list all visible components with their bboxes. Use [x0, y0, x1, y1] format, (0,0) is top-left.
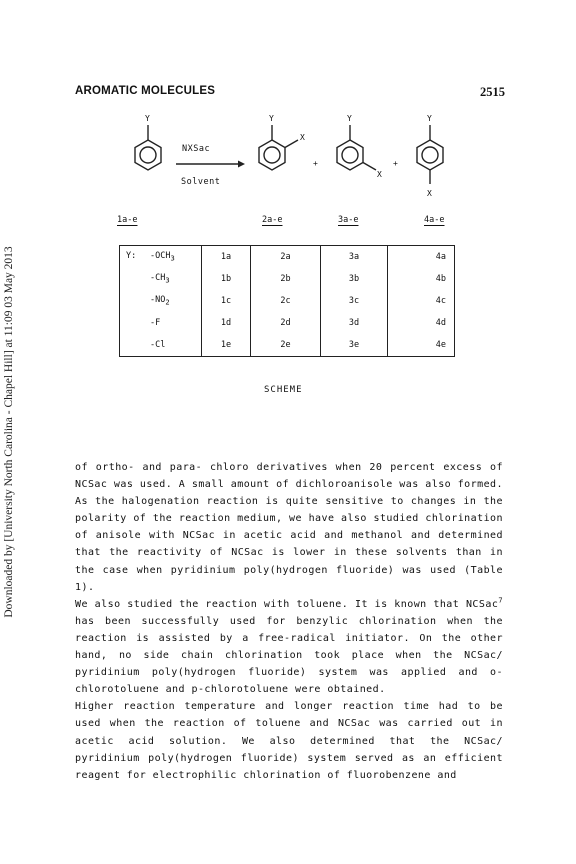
compound-cell: 3b [321, 268, 388, 290]
table-row [120, 290, 455, 312]
benzene-ring-3 [337, 140, 363, 170]
compound-cell: 2e [251, 334, 321, 357]
y-prefix: Y: [126, 251, 137, 262]
compound-cell: 4e [388, 334, 455, 357]
compound-cell: 3d [321, 312, 388, 334]
compound-cell: 4c [388, 290, 455, 312]
plus-sign-1: + [313, 159, 318, 168]
benzene-ring-1 [135, 140, 161, 170]
table-row [120, 334, 455, 357]
compound-label-2: 2a-e [262, 215, 283, 225]
reference-superscript: 7 [498, 596, 503, 605]
compound-cell: 1b [202, 268, 251, 290]
benzene-ring-4 [417, 140, 443, 170]
table-row [120, 268, 455, 290]
y-label-2: Y [269, 114, 274, 123]
substituent-cell: -F [120, 312, 202, 334]
compound-label-4: 4a-e [424, 215, 445, 225]
compound-cell: 3c [321, 290, 388, 312]
benzene-ring-1-circle [140, 147, 156, 163]
table-row [120, 312, 455, 334]
substituent-cell: $-CH_3$ [120, 268, 202, 290]
compound-cell: 2b [251, 268, 321, 290]
substituent-cell: $-NO_2$ [120, 290, 202, 312]
scheme-caption: SCHEME [264, 385, 303, 395]
plus-sign-2: + [393, 159, 398, 168]
compound-cell: 2c [251, 290, 321, 312]
compound-label-1: 1a-e [117, 215, 138, 225]
x-bond-3 [363, 163, 376, 171]
solvent-label: Solvent [181, 177, 221, 187]
y-label-1: Y [145, 114, 150, 123]
running-header-title: AROMATIC MOLECULES [75, 85, 216, 97]
compound-cell: 2d [251, 312, 321, 334]
download-watermark: Downloaded by [University North Carolina - Chapel Hill] at 11:09 03 May 2013 [3, 246, 15, 618]
compound-cell: 1d [202, 312, 251, 334]
compound-cell: 3a [321, 246, 388, 269]
substituent-cell: -Cl [120, 334, 202, 357]
body-text [75, 459, 503, 784]
substituent-table [119, 245, 455, 357]
benzene-ring-3-circle [342, 147, 358, 163]
compound-label-3: 3a-e [338, 215, 359, 225]
benzene-ring-2-circle [264, 147, 280, 163]
reaction-scheme-drawing [0, 0, 576, 250]
y-label-3: Y [347, 114, 352, 123]
reaction-arrow-head [238, 161, 245, 168]
paragraph-3: Higher reaction temperature and longer reaction time had to be used when the reaction of toluene and NCSac was carried out in acetic acid solution. We also determined that the NCSac/ pyridinium poly(hydrogen fluoride) system served as an efficient reagent for electrophilic chlorination of fluorobenzene and [75, 701, 503, 781]
compound-cell: 2a [251, 246, 321, 269]
x-bond-2 [285, 140, 298, 148]
compound-cell: 3e [321, 334, 388, 357]
table-row [120, 246, 455, 269]
reagent-label: NXSac [182, 144, 211, 154]
compound-cell: 1a [202, 246, 251, 269]
page-number: 2515 [480, 85, 505, 99]
compound-cell: 4d [388, 312, 455, 334]
paragraph-1: of ortho- and para- chloro derivatives when 20 percent excess of NCSac was used. A small amount of dichloroanisole was also formed. As the halogenation reaction is quite sensitive to changes in the polarity of the reaction medium, we have also studied chlorination of anisole with NCSac in acetic acid and methanol and determined that the reactivity of NCSac is lower in these solvents than in the case when pyridinium poly(hydrogen fluoride) was used (Table 1). [75, 462, 503, 593]
benzene-ring-4-circle [422, 147, 438, 163]
x-label-4: X [427, 189, 432, 198]
paragraph-2: We also studied the reaction with toluene. It is known that NCSac$^7$ has been successfully used for benzylic chlorination when the reaction is assisted by a free-radical initiator. On the other hand, no side chain chlorination took place when the NCSac/ pyridinium poly(hydrogen fluoride) system was applied and o-chlorotoluene and p-chlorotoluene were obtained. [75, 596, 503, 696]
benzene-ring-2 [259, 140, 285, 170]
substituent-cell: Y: $-OCH_3$ [120, 246, 202, 269]
y-label-4: Y [427, 114, 432, 123]
compound-cell: 1c [202, 290, 251, 312]
x-label-3: X [377, 170, 382, 179]
compound-cell: 4b [388, 268, 455, 290]
x-label-2: X [300, 133, 305, 142]
compound-cell: 1e [202, 334, 251, 357]
compound-cell: 4a [388, 246, 455, 269]
